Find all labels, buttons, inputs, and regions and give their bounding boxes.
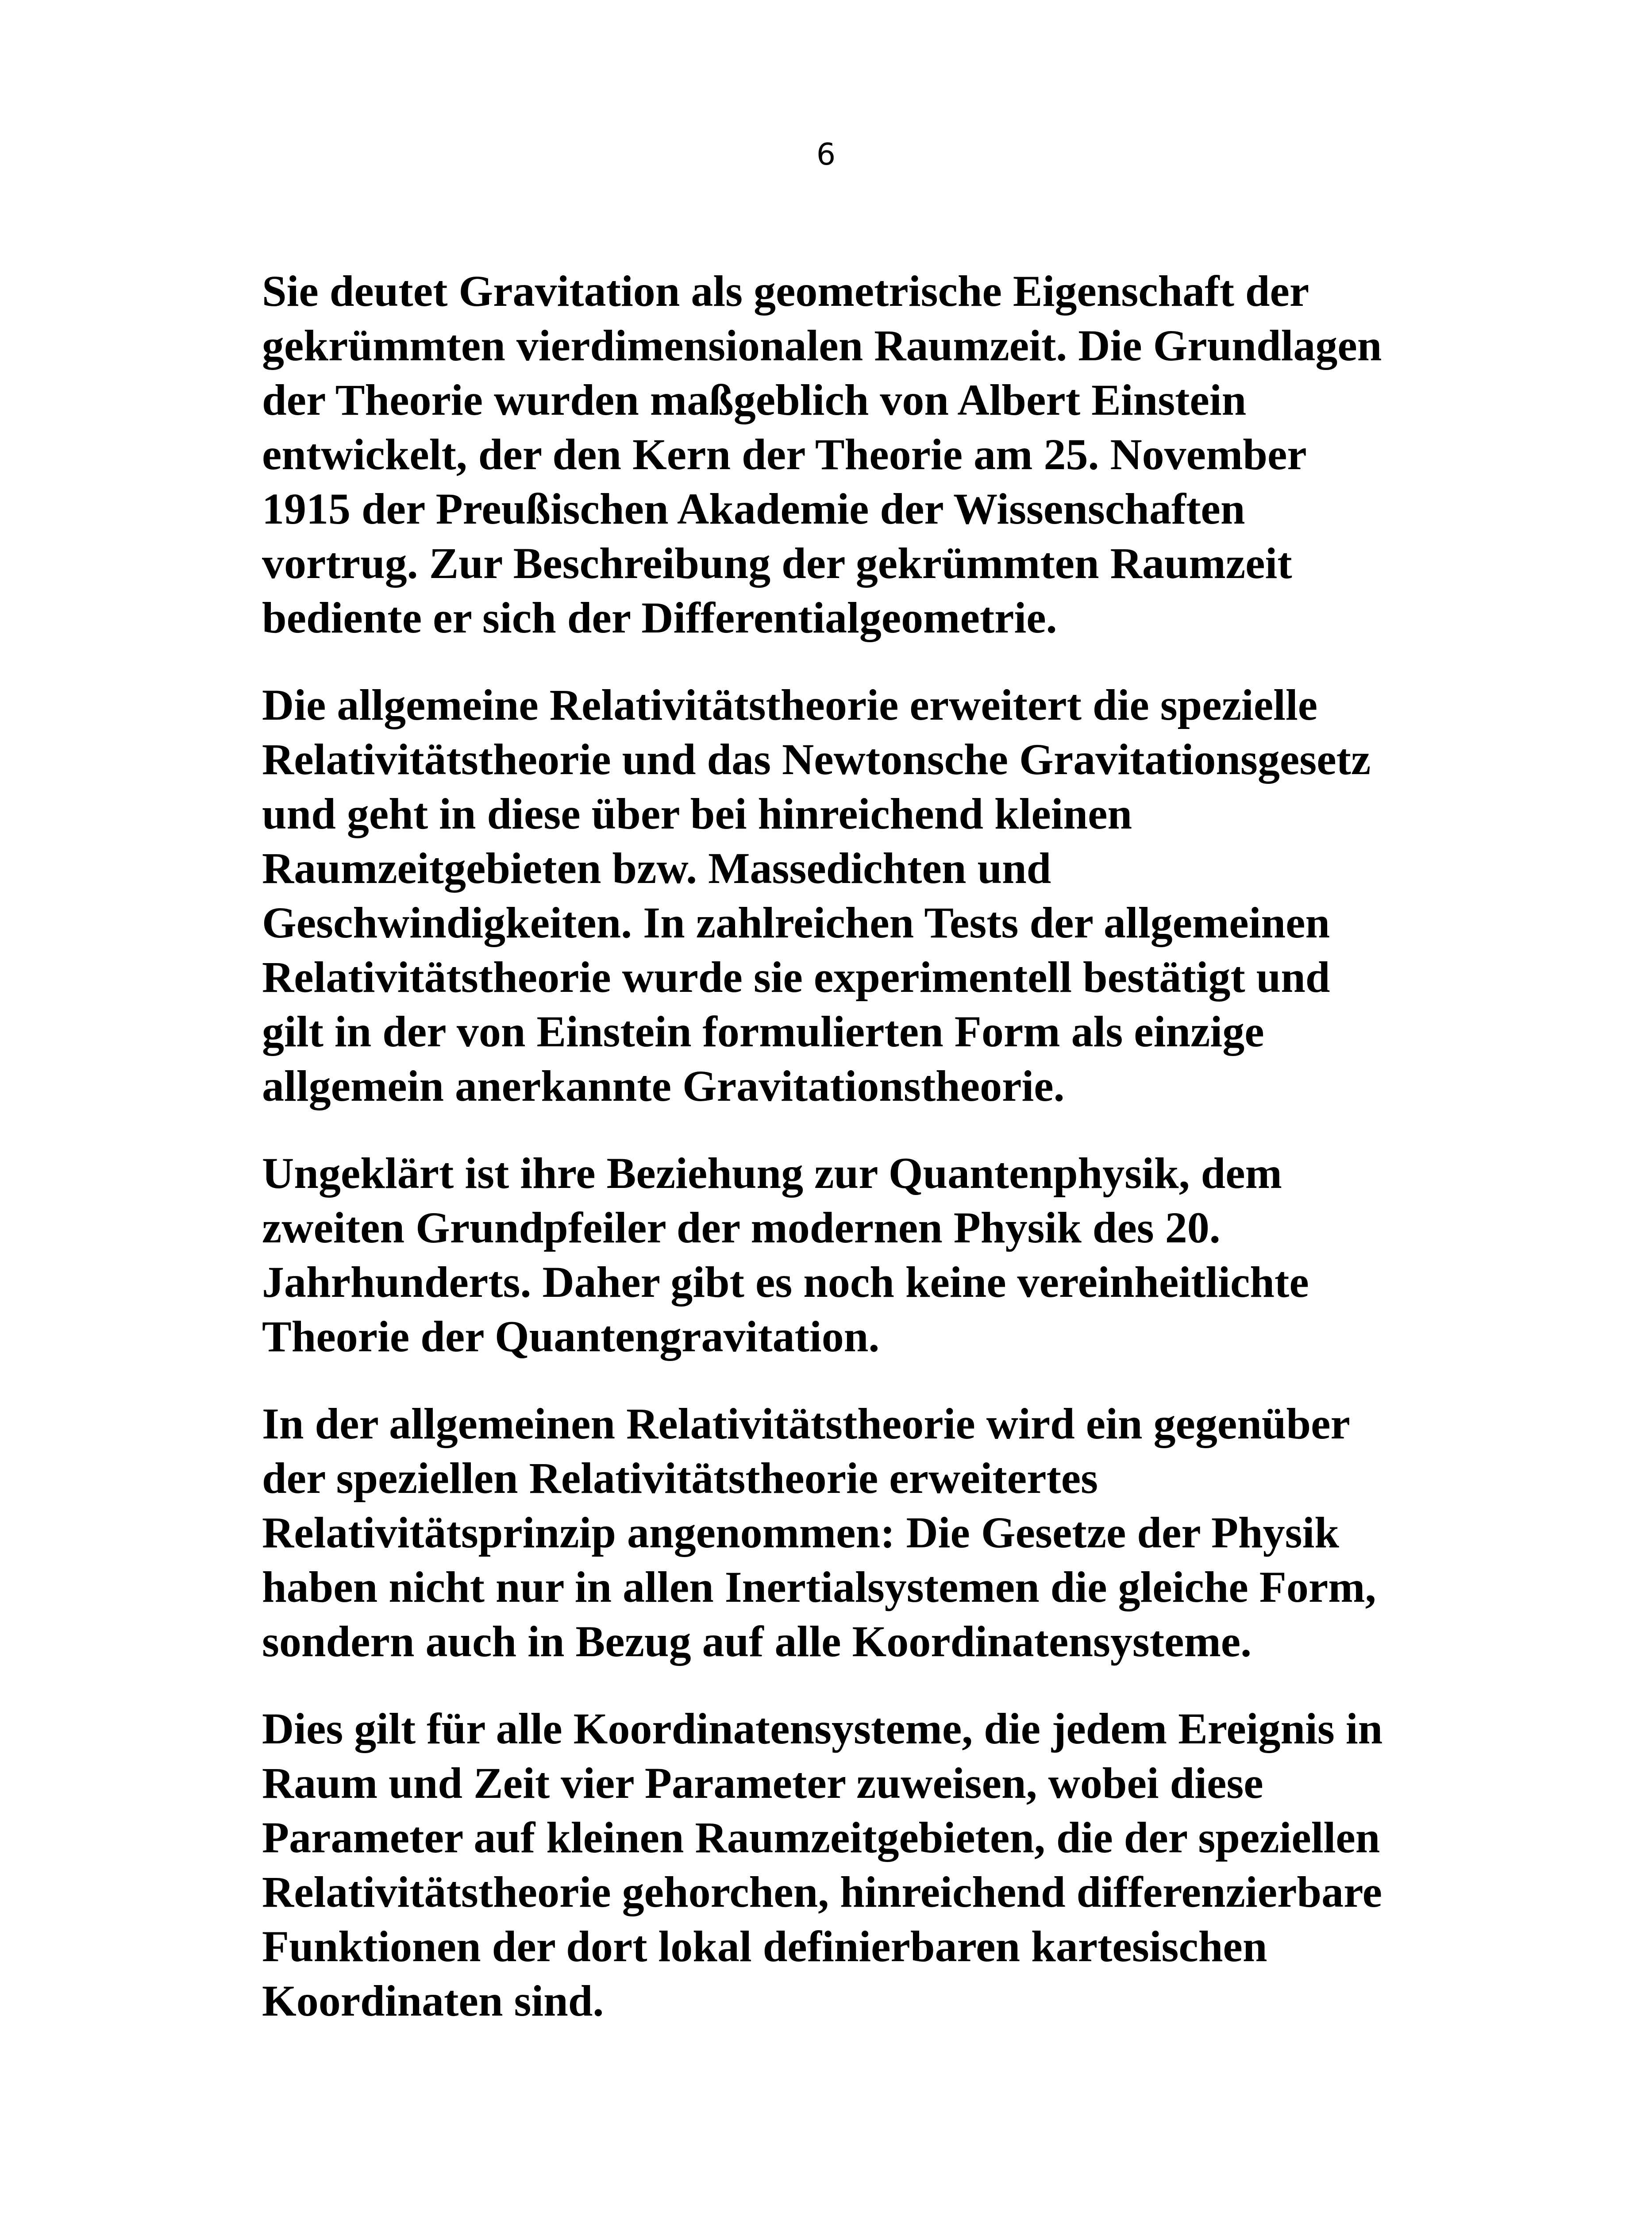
- text-line: haben nicht nur in allen Inertialsystemen die gleiche Form,: [262, 1562, 1376, 1612]
- paragraph: [262, 264, 1413, 645]
- text-line: gilt in der von Einstein formulierten Form als einzige: [262, 1007, 1264, 1056]
- text-line: Relativitätstheorie wurde sie experimentell bestätigt und: [262, 952, 1330, 1002]
- text-line: und geht in diese über bei hinreichend kleinen: [262, 789, 1132, 838]
- body-text: [262, 264, 1413, 2061]
- text-line: der speziellen Relativitätstheorie erweitertes: [262, 1453, 1098, 1503]
- text-line: zweiten Grundpfeiler der modernen Physik des 20.: [262, 1203, 1221, 1252]
- paragraph: [262, 1701, 1413, 2028]
- paragraph: [262, 678, 1413, 1113]
- text-line: entwickelt, der den Kern der Theorie am 25. November: [262, 430, 1307, 479]
- text-line: sondern auch in Bezug auf alle Koordinatensysteme.: [262, 1617, 1252, 1666]
- text-line: Relativitätstheorie gehorchen, hinreichend differenzierbare: [262, 1867, 1382, 1916]
- paragraph: [262, 1396, 1413, 1669]
- text-line: Raum und Zeit vier Parameter zuweisen, wobei diese: [262, 1758, 1263, 1808]
- text-line: Theorie der Quantengravitation.: [262, 1312, 880, 1361]
- text-line: Jahrhunderts. Daher gibt es noch keine vereinheitlichte: [262, 1257, 1309, 1307]
- text-line: Relativitätstheorie und das Newtonsche Gravitationsgesetz: [262, 735, 1371, 784]
- text-line: vortrug. Zur Beschreibung der gekrümmten Raumzeit: [262, 539, 1292, 588]
- text-line: gekrümmten vierdimensionalen Raumzeit. Die Grundlagen: [262, 321, 1382, 370]
- text-line: Sie deutet Gravitation als geometrische Eigenschaft der: [262, 266, 1309, 316]
- text-line: In der allgemeinen Relativitätstheorie wird ein gegenüber: [262, 1399, 1350, 1448]
- text-line: Koordinaten sind.: [262, 1976, 604, 2025]
- text-line: bediente er sich der Differentialgeometrie.: [262, 593, 1057, 642]
- text-line: allgemein anerkannte Gravitationstheorie.: [262, 1061, 1065, 1110]
- text-line: 1915 der Preußischen Akademie der Wissenschaften: [262, 484, 1245, 533]
- text-line: Die allgemeine Relativitätstheorie erweitert die spezielle: [262, 680, 1318, 729]
- paragraph: [262, 1146, 1413, 1364]
- page-number: 6: [816, 137, 836, 172]
- text-line: Ungeklärt ist ihre Beziehung zur Quantenphysik, dem: [262, 1149, 1282, 1198]
- text-line: Relativitätsprinzip angenommen: Die Gesetze der Physik: [262, 1508, 1339, 1557]
- text-line: Geschwindigkeiten. In zahlreichen Tests der allgemeinen: [262, 898, 1330, 947]
- text-line: Raumzeitgebieten bzw. Massedichten und: [262, 844, 1051, 893]
- text-line: Dies gilt für alle Koordinatensysteme, die jedem Ereignis in: [262, 1704, 1383, 1753]
- text-line: Parameter auf kleinen Raumzeitgebieten, die der speziellen: [262, 1813, 1380, 1862]
- text-line: der Theorie wurden maßgeblich von Albert Einstein: [262, 375, 1247, 424]
- text-line: Funktionen der dort lokal definierbaren kartesischen: [262, 1922, 1267, 1971]
